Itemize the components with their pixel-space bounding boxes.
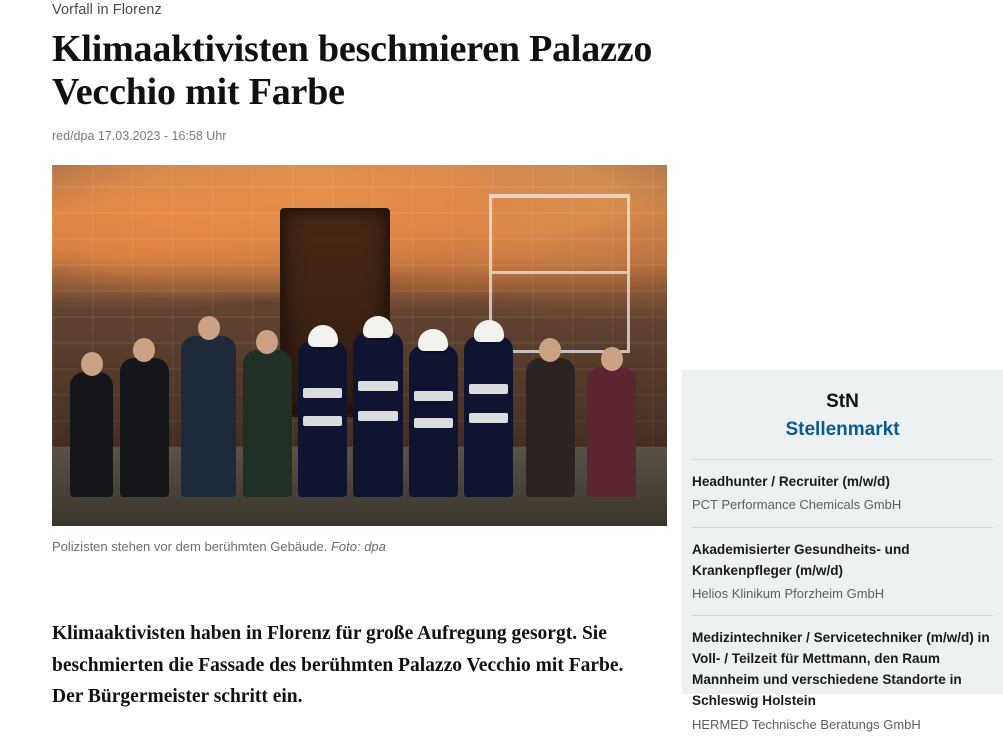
reflective-stripe (414, 391, 453, 401)
jobs-brand-label: StN (826, 391, 859, 412)
police-officer (464, 336, 513, 497)
person-figure (587, 367, 636, 497)
jobs-widget (682, 370, 1003, 732)
advertisement-slot[interactable] (682, 0, 1003, 370)
police-helmet (474, 320, 504, 342)
job-company: Helios Klinikum Pforzheim GmbH (692, 585, 885, 601)
person-head (539, 338, 561, 362)
jobs-widget-title (692, 388, 993, 443)
person-figure (70, 372, 113, 497)
police-officer (298, 341, 347, 498)
list-item[interactable] (692, 615, 993, 746)
photo-credit: Foto: dpa (330, 539, 386, 555)
jobs-list (692, 459, 993, 746)
job-title[interactable]: Headhunter / Recruiter (m/w/d) (692, 474, 890, 490)
reflective-stripe (469, 384, 508, 394)
person-figure (243, 350, 292, 498)
person-head (81, 352, 103, 376)
person-figure (120, 358, 169, 497)
reflective-stripe (303, 388, 342, 398)
person-figure (526, 358, 575, 497)
person-head (133, 338, 155, 362)
person-figure (181, 336, 236, 497)
article-column (52, 0, 667, 733)
article-lede: Klimaaktivisten haben in Florenz für große Aufregung gesorgt. Sie beschmierten die Fassade des berühmten Palazzo Vecchio mit Farbe. Der Bürgermeister schritt ein. (52, 623, 624, 708)
police-officer (409, 345, 458, 497)
reflective-stripe (469, 413, 508, 423)
police-helmet (418, 329, 448, 351)
crowd-of-people (52, 273, 667, 497)
reflective-stripe (358, 381, 397, 391)
job-title[interactable]: Akademisierter Gesundheits- und Krankenpfleger (m/w/d) (692, 541, 910, 578)
job-title[interactable]: Medizintechniker / Servicetechniker (m/w/d) in Voll- / Teilzeit für Mettmann, den Raum Mannheim und verschiedene Standorte in Schleswig Holstein (692, 630, 990, 709)
article-kicker: Vorfall in Florenz (52, 2, 162, 18)
police-helmet (308, 325, 338, 347)
page-title: Klimaaktivisten beschmieren Palazzo Vecchio mit Farbe (52, 28, 653, 113)
reflective-stripe (358, 411, 397, 421)
person-head (198, 316, 220, 340)
article-photo (52, 165, 667, 526)
job-company: HERMED Technische Beratungs GmbH (692, 716, 921, 732)
police-officer (353, 332, 402, 498)
caption-text: Polizisten stehen vor dem berühmten Gebäude. (52, 539, 328, 555)
photo-caption (52, 538, 667, 556)
police-helmet (363, 316, 393, 338)
article-byline: red/dpa 17.03.2023 - 16:58 Uhr (52, 129, 227, 144)
person-head (601, 347, 623, 371)
article-figure (52, 165, 667, 556)
job-company: PCT Performance Chemicals GmbH (692, 497, 902, 513)
jobs-market-label: Stellenmarkt (785, 418, 900, 440)
reflective-stripe (303, 416, 342, 426)
reflective-stripe (414, 418, 453, 428)
list-item[interactable] (692, 459, 993, 527)
list-item[interactable] (692, 527, 993, 616)
person-head (256, 330, 278, 354)
right-rail (682, 0, 1003, 732)
